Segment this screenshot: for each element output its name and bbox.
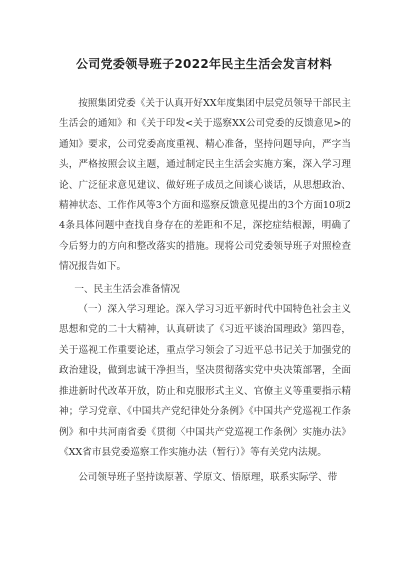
document-body (59, 94, 351, 489)
intro-paragraph: 按照集团党委《关于认真开好XX年度集团中层党员领导干部民主生活会的通知》和《关于印发<关于巡察XX公司党委的反馈意见>的通知》要求，公司党委高度重视、精心准备，坚持问题导向，严字当头，严格按照会议主题，通过制定民主生活会实施方案，深入学习理论、广泛征求意见建议、做好班子成员之间谈心谈话，从思想政治、精神状态、工作作风等3个方面和巡察反馈意见提出的3个方面10项24条具体问题中查找自身存在的差距和不足，深挖症结根源，明确了今后努力的方向和整改落实的措施。现将公司党委领导班子对照检查情况报告如下。 (59, 98, 351, 273)
section-paragraph: 公司领导班子坚持读原著、学原文、悟原理，联系实际学、带 (78, 472, 338, 484)
document-title: 公司党委领导班子2022年民主生活会发言材料 (76, 57, 332, 71)
section-paragraph: （一）深入学习理论。深入学习习近平新时代中国特色社会主义思想和党的二十大精神，认真研读了《习近平谈治国理政》第四卷，关于巡视工作重要论述，重点学习领会了习近平总书记关于加强党的政治建设，做到忠诚干净担当，坚决贯彻落实党中央决策部署，全面推进新时代改革开放，防止和克服形式主义、官僚主义等重要指示精神；学习党章、《中国共产党纪律处分条例》《中国共产党巡视工作条例》和中共河南省委《贯彻〈中国共产党巡视工作条例〉实施办法》《XX省市县党委巡察工作实施办法（暂行）》等有关党内法规。 (59, 304, 351, 458)
section-heading: 一、民主生活会准备情况 (74, 283, 180, 295)
